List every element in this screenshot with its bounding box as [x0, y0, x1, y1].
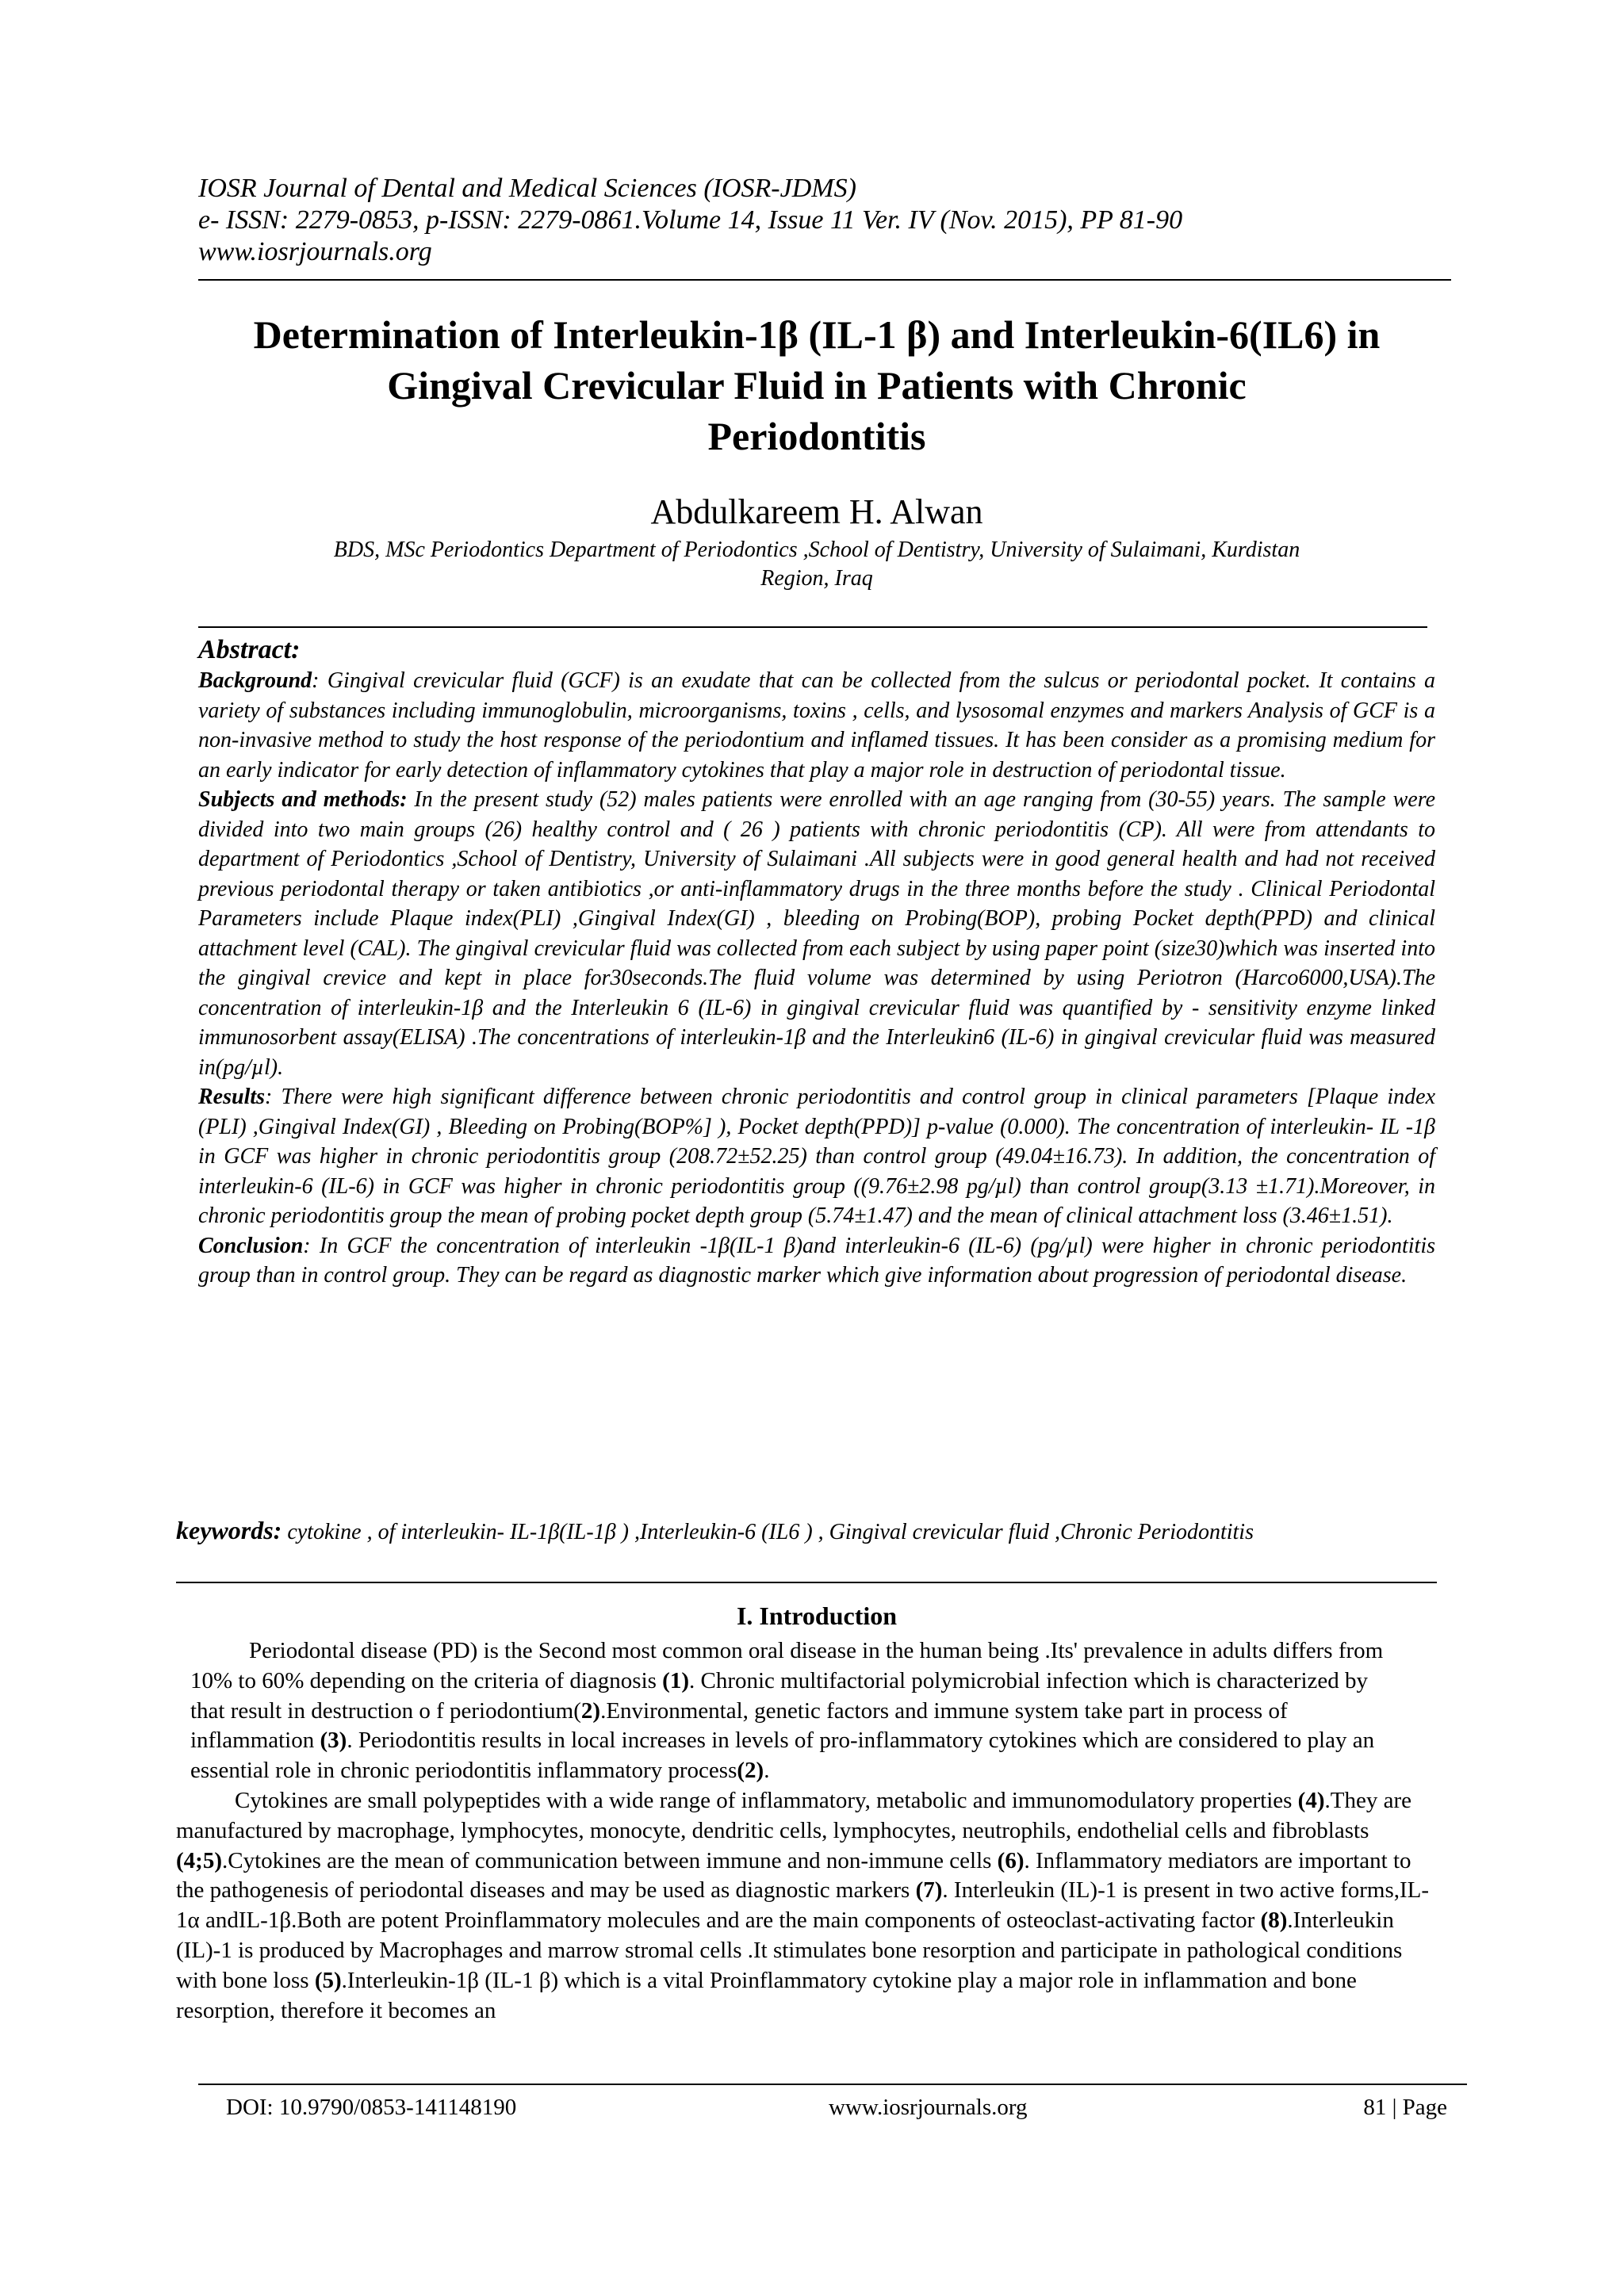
- abstract-top-divider: [198, 626, 1427, 628]
- intro-p2-text-g: .Interleukin-1β (IL-1 β) which is a vital Proinflammatory cytokine play a major role in inflammation and bone resorption, therefore it becomes an: [176, 1967, 1357, 2023]
- keywords: [176, 1516, 1437, 1547]
- results-text: : There were high significant difference between chronic periodontitis and control group in clinical parameters [Plaque index (PLI) ,Gingival Index(GI) , Bleeding on Probing(BOP%] ), Pocket depth(PPD)] p-value (0.000). The concentration of interleukin- IL -1β in GCF was higher in chronic periodontitis group (208.72±52.25) than control group (49.04±16.73). In addition, the concentration of interleukin-6 (IL-6) in GCF was higher in chronic periodontitis group ((9.76±2.98 pg/µl) than control group(3.13 ±1.71).Moreover, in chronic periodontitis group the mean of probing pocket depth group (5.74±1.47) and the mean of clinical attachment loss (3.46±1.51).: [198, 1085, 1435, 1228]
- author-affiliation: [190, 536, 1443, 593]
- footer-page-number: 81 | Page: [1363, 2095, 1447, 2120]
- keywords-label: keywords:: [176, 1516, 282, 1544]
- footer-doi: DOI: 10.9790/0853-141148190: [226, 2095, 517, 2120]
- background-label: Background: [198, 668, 312, 693]
- intro-p2-text-a: Cytokines are small polypeptides with a wide range of inflammatory, metabolic and immunomodulatory properties: [235, 1787, 1298, 1813]
- abstract-background: [198, 666, 1435, 785]
- citation: (5): [314, 1967, 342, 1993]
- citation: (8): [1260, 1908, 1288, 1934]
- citation: (7): [915, 1877, 943, 1904]
- citation: (4): [1297, 1787, 1325, 1813]
- citation: 2): [580, 1697, 601, 1724]
- citation: (1): [662, 1667, 689, 1693]
- intro-p2-text-d: . Inflammatory mediators are important to the pathogenesis of periodontal diseases and may be used as diagnostic markers: [176, 1847, 1411, 1904]
- citation: (2): [737, 1758, 764, 1784]
- abstract: [198, 634, 1435, 1291]
- abstract-results: [198, 1082, 1435, 1231]
- introduction-body: [176, 1636, 1437, 2026]
- affiliation-line-1: BDS, MSc Periodontics Department of Periodontics ,School of Dentistry, University of Sulaimani, Kurdistan: [333, 538, 1300, 562]
- intro-p1-text-a: Periodontal disease (PD) is the Second most common oral disease in the human being .Its' prevalence in adults differs from 10% to 60% depending on the criteria of diagnosis: [190, 1638, 1384, 1693]
- intro-p1-text-b: . Chronic multifactorial polymicrobial infection which is characterized by that result in destruction o f periodontium(: [190, 1667, 1369, 1724]
- citation: (4;5): [176, 1847, 222, 1873]
- intro-p2-text-e: . Interleukin (IL)-1 is present in two active forms,IL-1α andIL-1β.Both are potent Proinflammatory molecules and are the main components of osteoclast-activating factor: [176, 1877, 1430, 1934]
- citation: (3): [320, 1728, 347, 1754]
- background-text: : Gingival crevicular fluid (GCF) is an exudate that can be collected from the sulcus or periodontal pocket. It contains a variety of substances including immunoglobulin, microorganisms, toxins , cells, and lysosomal enzymes and markers Analysis of GCF is a non-invasive method to study the host response of the periodontium and inflamed tissues. It has been consider as a promising medium for an early indicator for early detection of inflammatory cytokines that play a major role in destruction of periodontal tissue.: [198, 668, 1435, 783]
- citation: (6): [997, 1847, 1025, 1873]
- title-line-2: Gingival Crevicular Fluid in Patients with Chronic: [387, 363, 1247, 408]
- intro-p1-text-e: .: [764, 1758, 770, 1784]
- intro-p1-text-d: . Periodontitis results in local increases in levels of pro-inflammatory cytokines which are considered to play an essential role in chronic periodontitis inflammatory process: [190, 1728, 1375, 1784]
- footer-website: www.iosrjournals.org: [829, 2095, 1028, 2120]
- keywords-text: cytokine , of interleukin- IL-1β(IL-1β ) ,Interleukin-6 (IL6 ) , Gingival crevicular fluid ,Chronic Periodontitis: [282, 1520, 1254, 1544]
- title-line-3: Periodontitis: [707, 414, 926, 458]
- journal-website: www.iosrjournals.org: [198, 237, 432, 266]
- author-name: Abdulkareem H. Alwan: [650, 492, 983, 531]
- intro-paragraph-1: [176, 1636, 1437, 1786]
- methods-label: Subjects and methods:: [198, 787, 408, 812]
- intro-p2-text-f: .Interleukin (IL)-1 is produced by Macrophages and marrow stromal cells .It stimulates bone resorption and participate in pathological conditions with bone loss: [176, 1908, 1403, 1993]
- intro-p2-text-c: .Cytokines are the mean of communication between immune and non-immune cells: [221, 1847, 998, 1873]
- intro-paragraph-2: [176, 1786, 1437, 2026]
- footer-divider: [198, 2084, 1467, 2085]
- journal-header: [198, 173, 1459, 268]
- conclusion-label: Conclusion: [198, 1233, 304, 1258]
- abstract-bottom-divider: [176, 1582, 1437, 1583]
- affiliation-line-2: Region, Iraq: [760, 566, 873, 591]
- paper-title: [190, 309, 1443, 461]
- results-label: Results: [198, 1085, 266, 1109]
- conclusion-text: : In GCF the concentration of interleukin -1β(IL-1 β)and interleukin-6 (IL-6) (pg/µl) were higher in chronic periodontitis group than in control group. They can be regard as diagnostic marker which give information about progression of periodontal disease.: [198, 1233, 1435, 1288]
- introduction-heading: I. Introduction: [736, 1601, 898, 1630]
- intro-p1-text-c: .Environmental, genetic factors and immune system take part in process of inflammation: [190, 1697, 1288, 1754]
- journal-issn: e- ISSN: 2279-0853, p-ISSN: 2279-0861.Volume 14, Issue 11 Ver. IV (Nov. 2015), PP 81-90: [198, 205, 1183, 235]
- journal-name: IOSR Journal of Dental and Medical Sciences (IOSR-JDMS): [198, 174, 856, 203]
- methods-text: In the present study (52) males patients were enrolled with an age ranging from (30-55) years. The sample were divided into two main groups (26) healthy control and ( 26 ) patients with chronic periodontitis (CP). All were from attendants to department of Periodontics ,School of Dentistry, University of Sulaimani .All subjects were in good general health and had not received previous periodontal therapy or taken antibiotics ,or anti-inflammatory drugs in the three months before the study . Clinical Periodontal Parameters include Plaque index(PLI) ,Gingival Index(GI) , bleeding on Probing(BOP), probing Pocket depth(PPD) and clinical attachment level (CAL). The gingival crevicular fluid was collected from each subject by using paper point (size30)which was inserted into the gingival crevice and kept in place for30seconds.The fluid volume was determined by using Periotron (Harco6000,USA).The concentration of interleukin-1β and the Interleukin 6 (IL-6) in gingival crevicular fluid was quantified by - sensitivity enzyme linked immunosorbent assay(ELISA) .The concentrations of interleukin-1β and the Interleukin6 (IL-6) in gingival crevicular fluid was measured in(pg/µl).: [198, 787, 1435, 1080]
- title-line-1: Determination of Interleukin-1β (IL-1 β) and Interleukin-6(IL6) in: [253, 312, 1381, 357]
- intro-p2-text-b: .They are manufactured by macrophage, lymphocytes, monocyte, dendritic cells, lymphocytes, neutrophils, endothelial cells and fibroblasts: [176, 1787, 1411, 1843]
- abstract-conclusion: [198, 1231, 1435, 1291]
- abstract-heading: Abstract:: [198, 635, 301, 664]
- abstract-methods: [198, 785, 1435, 1082]
- header-divider: [198, 279, 1451, 281]
